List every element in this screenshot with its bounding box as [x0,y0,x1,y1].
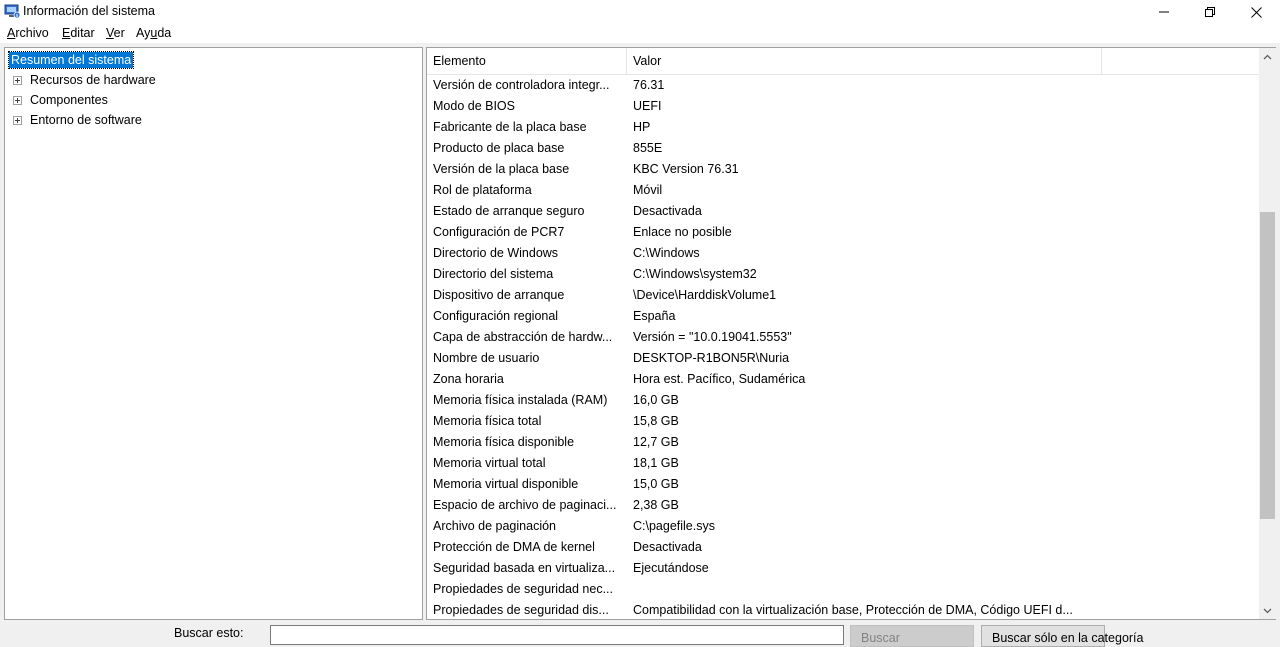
cell-valor: 855E [633,141,663,155]
cell-elemento: Dispositivo de arranque [433,288,565,302]
table-row[interactable] [427,579,1259,600]
cell-elemento: Directorio del sistema [433,267,554,281]
menu-editar[interactable] [62,26,95,40]
cell-elemento: Fabricante de la placa base [433,120,587,134]
tree-item-resumen[interactable]: Resumen del sistema [11,53,132,67]
table-row[interactable] [427,411,1259,432]
scroll-up-button[interactable] [1259,48,1276,65]
cell-valor: HP [633,120,651,134]
table-row[interactable] [427,390,1259,411]
table-row[interactable] [427,285,1259,306]
search-label: Buscar esto: [174,626,244,640]
cell-valor: 15,8 GB [633,414,679,428]
cell-valor: Compatibilidad con la virtualización base, Protección de DMA, Código UEFI d... [633,603,1073,617]
menu-ver-access-key: V [106,26,114,40]
table-row[interactable] [427,159,1259,180]
table-row[interactable] [427,117,1259,138]
table-row[interactable] [427,495,1259,516]
maximize-button[interactable] [1187,0,1233,24]
cell-valor: 2,38 GB [633,498,679,512]
cell-elemento: Memoria virtual total [433,456,546,470]
minimize-button[interactable] [1141,0,1187,24]
cell-valor: Enlace no posible [633,225,732,239]
column-header-valor[interactable]: Valor [627,48,1102,74]
menu-ayuda-label-end: da [157,26,172,40]
window-title: Información del sistema [23,4,156,18]
table-row[interactable] [427,474,1259,495]
details-list[interactable] [426,47,1276,620]
cell-valor: C:\Windows\system32 [633,267,757,281]
table-row[interactable] [427,327,1259,348]
cell-valor: 12,7 GB [633,435,679,449]
cell-valor: Ejecutándose [633,561,709,575]
menu-ayuda[interactable] [136,26,171,40]
title-bar [0,0,1280,24]
cell-valor: UEFI [633,99,662,113]
cell-elemento: Memoria física total [433,414,542,428]
table-row[interactable] [427,558,1259,579]
table-row[interactable] [427,306,1259,327]
column-header-elemento[interactable]: Elemento [427,48,627,74]
scroll-up-icon [1263,54,1272,60]
cell-elemento: Seguridad basada en virtualiza... [433,561,616,575]
cell-elemento: Propiedades de seguridad nec... [433,582,613,596]
cell-valor: DESKTOP-R1BON5R\Nuria [633,351,790,365]
find-button[interactable]: Buscar [850,625,974,647]
menu-ver-label: er [113,26,125,40]
cell-valor: España [633,309,676,323]
cell-valor: Versión = "10.0.19041.5553" [633,330,792,344]
tree-item-label: Componentes [30,93,108,107]
cell-valor: Móvil [633,183,663,197]
table-row[interactable] [427,75,1259,96]
cell-elemento: Versión de controladora integr... [433,78,610,92]
cell-elemento: Producto de placa base [433,141,565,155]
scroll-thumb[interactable] [1260,212,1275,519]
tree-item-recursos-hardware[interactable] [13,71,156,89]
menu-archivo-label: rchivo [15,26,49,40]
tree-item-label: Entorno de software [30,113,142,127]
cell-elemento: Memoria virtual disponible [433,477,579,491]
maximize-icon [1205,7,1215,17]
cell-valor: C:\pagefile.sys [633,519,715,533]
table-row[interactable] [427,348,1259,369]
cell-elemento: Directorio de Windows [433,246,559,260]
scroll-down-button[interactable] [1259,602,1276,619]
vertical-scrollbar[interactable] [1259,48,1276,619]
cell-elemento: Rol de plataforma [433,183,532,197]
cell-elemento: Nombre de usuario [433,351,540,365]
minimize-icon [1159,7,1169,17]
menu-archivo-access-key: A [7,26,16,40]
cell-valor: \Device\HarddiskVolume1 [633,288,777,302]
list-header [427,48,1259,75]
category-tree[interactable] [4,47,423,620]
table-row[interactable] [427,138,1259,159]
expand-icon[interactable] [13,96,22,105]
menu-editar-label: ditar [70,26,95,40]
expand-icon[interactable] [13,76,22,85]
cell-valor: 15,0 GB [633,477,679,491]
cell-valor: 18,1 GB [633,456,679,470]
menu-editar-access-key: E [62,26,71,40]
expand-icon[interactable] [13,116,22,125]
cell-elemento: Archivo de paginación [433,519,556,533]
table-row[interactable] [427,201,1259,222]
list-rows [427,75,1259,621]
cell-valor: KBC Version 76.31 [633,162,739,176]
table-row[interactable] [427,180,1259,201]
close-button[interactable] [1233,0,1279,24]
cell-elemento: Modo de BIOS [433,99,515,113]
cell-elemento: Memoria física disponible [433,435,575,449]
table-row[interactable] [427,600,1259,621]
cell-elemento: Espacio de archivo de paginaci... [433,498,617,512]
cell-valor: C:\Windows [633,246,700,260]
cell-valor: Desactivada [633,540,702,554]
cell-elemento: Versión de la placa base [433,162,570,176]
cell-elemento: Configuración regional [433,309,559,323]
close-icon [1251,7,1262,18]
cell-valor: 76.31 [633,78,665,92]
cell-valor: 16,0 GB [633,393,679,407]
table-row[interactable] [427,243,1259,264]
cell-elemento: Estado de arranque seguro [433,204,585,218]
cell-elemento: Zona horaria [433,372,504,386]
table-row[interactable] [427,222,1259,243]
scroll-down-icon [1263,608,1272,614]
tree-item-label: Recursos de hardware [30,73,156,87]
table-row[interactable] [427,453,1259,474]
search-input[interactable] [270,625,844,645]
cell-valor: Desactivada [633,204,702,218]
table-row[interactable] [427,516,1259,537]
table-row[interactable] [427,96,1259,117]
cell-elemento: Memoria física instalada (RAM) [433,393,608,407]
cell-elemento: Capa de abstracción de hardw... [433,330,613,344]
cell-elemento: Configuración de PCR7 [433,225,565,239]
tree-item-entorno-software[interactable] [13,111,142,129]
menu-archivo[interactable] [7,26,49,40]
table-row[interactable] [427,432,1259,453]
cell-elemento: Propiedades de seguridad dis... [433,603,609,617]
cell-valor [633,579,1253,600]
cell-elemento: Protección de DMA de kernel [433,540,595,554]
menu-ayuda-label-start: Ay [136,26,151,40]
cell-valor: Hora est. Pacífico, Sudamérica [633,372,806,386]
menu-ayuda-access-key: u [150,26,158,40]
table-row[interactable] [427,264,1259,285]
system-info-icon [4,4,20,19]
menu-ver[interactable] [106,26,125,40]
table-row[interactable] [427,369,1259,390]
menu-bar [0,24,1280,43]
tree-item-componentes[interactable] [13,91,108,109]
table-row[interactable] [427,537,1259,558]
find-in-category-button[interactable]: Buscar sólo en la categoría [981,625,1105,647]
